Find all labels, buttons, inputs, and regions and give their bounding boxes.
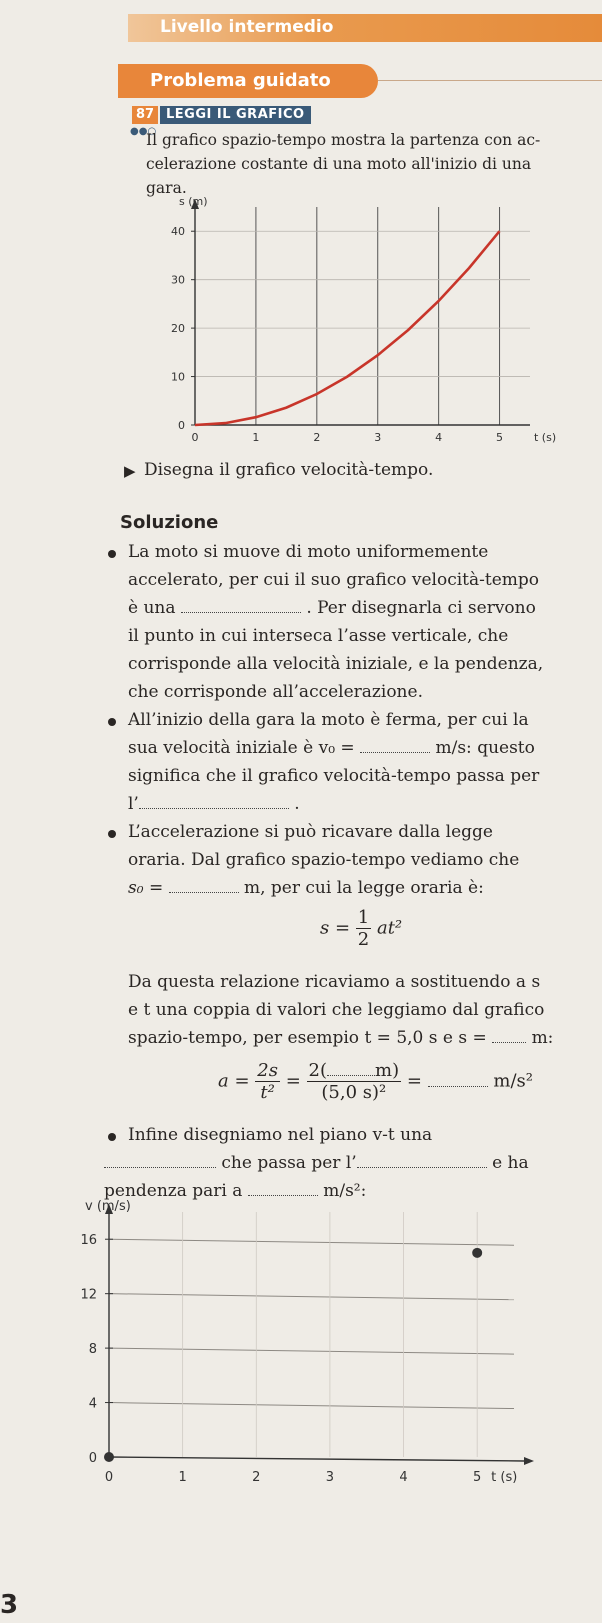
- x-tick-label: 0: [191, 431, 199, 444]
- formula-part: at²: [376, 917, 403, 939]
- solution-bullet-2: [128, 706, 598, 818]
- section-title: Problema guidato: [150, 70, 331, 91]
- grid-line: [109, 1239, 514, 1245]
- denominator: t²: [260, 1082, 275, 1103]
- text-line: il punto in cui interseca l’asse verticale, che: [128, 626, 509, 646]
- numerator: 2s: [257, 1060, 278, 1081]
- task-arrow-icon: ▶: [124, 462, 136, 480]
- blank-field[interactable]: [428, 1086, 488, 1087]
- x-tick-label: 1: [178, 1470, 187, 1485]
- y-tick-label: 16: [80, 1233, 97, 1249]
- text-span: . Per disegnarla ci servono: [306, 598, 536, 618]
- solution-bullet-4-cont: [104, 1149, 598, 1205]
- text-line: Da questa relazione ricaviamo a sostituendo a s: [128, 972, 541, 992]
- text-line: All’inizio della gara la moto è ferma, per cui la: [128, 710, 529, 730]
- fraction: [356, 907, 371, 950]
- text-line: [128, 1024, 598, 1052]
- y-tick-label: 20: [171, 322, 185, 336]
- text-span: m:: [531, 1028, 554, 1048]
- solution-paragraph: [128, 968, 598, 1052]
- x-axis-label: t (s): [491, 1470, 518, 1485]
- x-tick-label: 5: [473, 1470, 482, 1485]
- y-axis-label: s (m): [179, 195, 208, 208]
- solution-bullet-3: [128, 818, 598, 902]
- problem-line: gara.: [146, 179, 187, 197]
- bullet-icon: [108, 718, 116, 726]
- formula-unit: m/s²: [493, 1070, 534, 1092]
- formula-part: s =: [320, 917, 351, 939]
- y-tick-label: 10: [171, 370, 185, 384]
- text-span: spazio-tempo, per esempio t = 5,0 s e s =: [128, 1028, 487, 1048]
- bullet-icon: [108, 830, 116, 838]
- text-line: Infine disegniamo nel piano v-t una: [128, 1125, 433, 1145]
- text-span: e ha: [492, 1153, 529, 1173]
- formula-part: =: [285, 1070, 301, 1092]
- y-tick-label: 0: [178, 419, 185, 432]
- blank-field[interactable]: [139, 808, 289, 809]
- text-span: m/s²:: [323, 1181, 367, 1201]
- denominator: 2: [357, 929, 370, 950]
- task-text: Disegna il grafico velocità-tempo.: [144, 460, 434, 480]
- denominator: (5,0 s)²: [321, 1082, 387, 1103]
- solution-bullet-4: [128, 1121, 598, 1149]
- text-span: m/s: questo: [435, 738, 535, 758]
- text-span: l’: [128, 794, 139, 814]
- data-point: [104, 1452, 114, 1462]
- problem-text: [146, 128, 590, 200]
- numerator: [307, 1060, 402, 1082]
- law-formula: [320, 907, 402, 950]
- text-span: m, per cui la legge oraria è:: [244, 878, 484, 898]
- space-time-chart: [150, 195, 557, 460]
- blank-field[interactable]: [181, 612, 301, 613]
- text-span: è una: [128, 598, 176, 618]
- section-divider: [378, 80, 602, 81]
- page-number: 3: [0, 1590, 19, 1620]
- bullet-icon: [108, 1133, 116, 1141]
- x-axis-label: t (s): [534, 431, 557, 444]
- y-tick-label: 0: [88, 1451, 97, 1466]
- x-tick-label: 0: [104, 1470, 114, 1485]
- y-tick-label: 30: [171, 273, 185, 287]
- x-axis: [109, 1457, 524, 1461]
- solution-heading: Soluzione: [120, 512, 219, 533]
- text-line: [104, 1149, 598, 1177]
- text-line: [128, 594, 598, 622]
- blank-field[interactable]: [360, 752, 430, 753]
- x-tick-label: 2: [313, 431, 321, 444]
- x-tick-label: 5: [496, 431, 504, 444]
- x-tick-label: 4: [399, 1470, 408, 1485]
- formula-part: =: [406, 1070, 422, 1092]
- grid-line: [109, 1348, 514, 1354]
- x-tick-label: 1: [252, 431, 260, 444]
- text-line: e t una coppia di valori che leggiamo dal grafico: [128, 1000, 545, 1020]
- text-span: s₀ =: [128, 878, 164, 898]
- text-line: l’ .: [128, 794, 300, 814]
- fraction: [255, 1060, 280, 1103]
- formula-part: m): [375, 1060, 400, 1081]
- y-tick-label: 8: [88, 1342, 97, 1358]
- numerator: 1: [357, 907, 370, 928]
- exercise-number: 87: [132, 106, 158, 124]
- text-line: che corrisponde all’accelerazione.: [128, 682, 423, 702]
- formula-part: a =: [218, 1070, 250, 1092]
- grid-line: [109, 1294, 514, 1300]
- solution-bullet-1: [128, 538, 598, 706]
- exercise-tag: LEGGI IL GRAFICO: [160, 106, 311, 124]
- problem-line: celerazione costante di una moto all'inizio di una: [146, 155, 532, 173]
- blank-field[interactable]: [357, 1167, 487, 1168]
- x-tick-label: 3: [374, 431, 382, 444]
- text-line: oraria. Dal grafico spazio-tempo vediamo che: [128, 850, 520, 870]
- fraction: [307, 1060, 402, 1103]
- y-axis-label: v (m/s): [85, 1199, 131, 1214]
- formula-part: 2(: [308, 1060, 328, 1081]
- text-line: corrisponde alla velocità iniziale, e la pendenza,: [128, 654, 544, 674]
- text-line: L’accelerazione si può ricavare dalla legge: [128, 822, 493, 842]
- problem-line: Il grafico spazio-tempo mostra la partenza con ac-: [146, 131, 541, 149]
- text-line: [128, 734, 598, 762]
- x-tick-label: 2: [252, 1470, 261, 1485]
- blank-field[interactable]: [104, 1167, 216, 1168]
- level-label: Livello intermedio: [160, 17, 334, 37]
- x-tick-label: 4: [435, 431, 443, 444]
- blank-field[interactable]: [248, 1195, 318, 1196]
- grid-line: [109, 1403, 514, 1409]
- y-tick-label: 4: [88, 1396, 97, 1412]
- blank-field[interactable]: [327, 1075, 375, 1076]
- text-span: sua velocità iniziale è v₀ =: [128, 738, 355, 758]
- bullet-icon: [108, 550, 116, 558]
- text-line: accelerato, per cui il suo grafico velocità-tempo: [128, 570, 540, 590]
- text-line: significa che il grafico velocità-tempo passa per: [128, 766, 540, 786]
- blank-field[interactable]: [169, 892, 239, 893]
- velocity-time-chart: [64, 1200, 544, 1490]
- text-span: che passa per l’: [221, 1153, 357, 1173]
- text-span: pendenza pari a: [104, 1181, 243, 1201]
- x-tick-label: 3: [325, 1470, 335, 1485]
- y-tick-label: 40: [171, 225, 185, 239]
- data-point: [472, 1248, 482, 1258]
- x-axis-arrow-icon: [524, 1457, 534, 1465]
- difficulty-dots-icon: ●●○: [130, 126, 157, 137]
- text-line: La moto si muove di moto uniformemente: [128, 542, 489, 562]
- blank-field[interactable]: [492, 1042, 526, 1043]
- acceleration-formula: [218, 1060, 533, 1103]
- text-line: [128, 874, 598, 902]
- y-tick-label: 12: [80, 1287, 97, 1303]
